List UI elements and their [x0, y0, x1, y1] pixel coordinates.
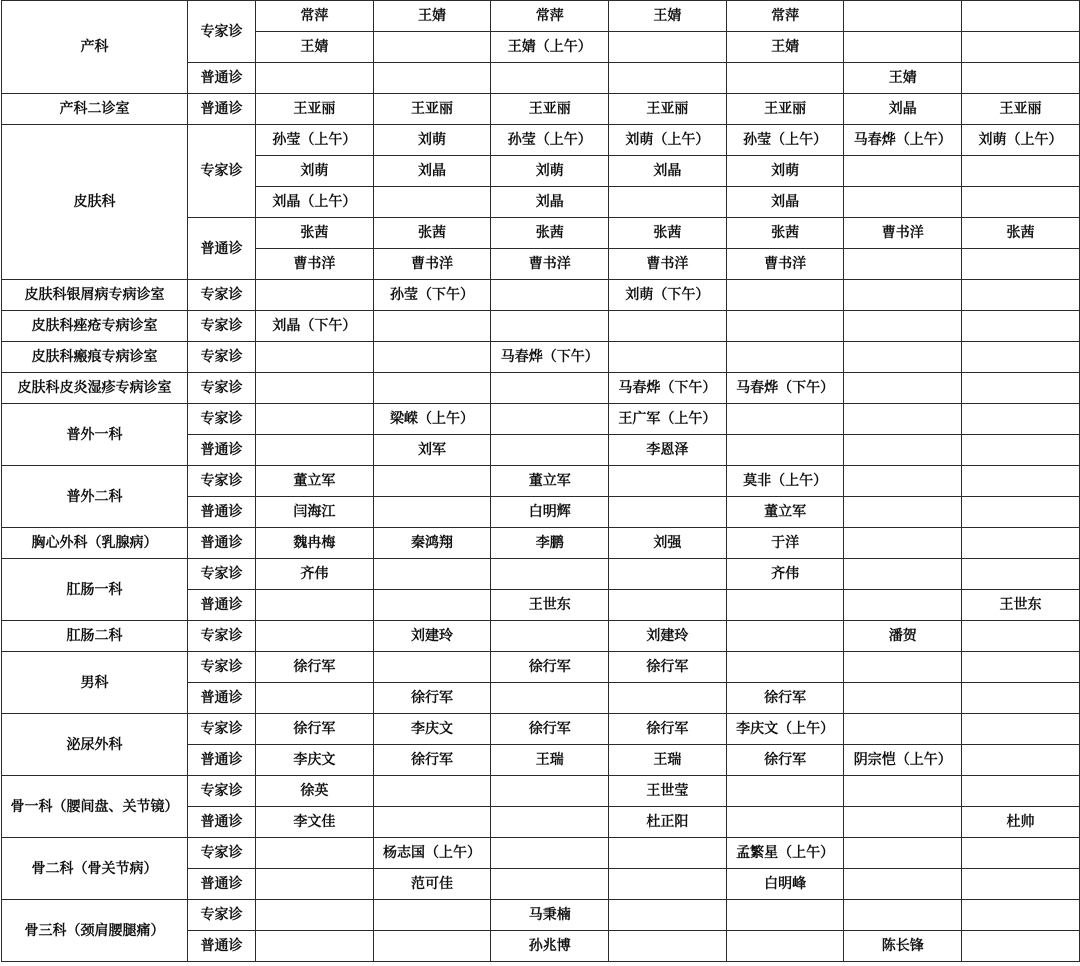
schedule-body	[2, 1, 1080, 962]
doctor-cell: 刘军	[373, 435, 491, 466]
doctor-cell: 刘萌	[726, 156, 844, 187]
doctor-cell	[844, 187, 962, 218]
doctor-cell	[373, 931, 491, 962]
doctor-cell	[373, 900, 491, 931]
doctor-cell	[256, 683, 374, 714]
clinic-type: 专家诊	[188, 280, 256, 311]
doctor-cell	[491, 373, 609, 404]
doctor-cell: 曹书洋	[844, 218, 962, 249]
doctor-cell: 李庆文	[373, 714, 491, 745]
doctor-cell: 孙莹（上午）	[726, 125, 844, 156]
doctor-cell	[373, 652, 491, 683]
doctor-cell	[256, 342, 374, 373]
doctor-cell: 王瑞	[491, 745, 609, 776]
doctor-cell	[844, 652, 962, 683]
department-name: 泌尿外科	[2, 714, 188, 776]
doctor-cell	[373, 807, 491, 838]
doctor-cell	[726, 280, 844, 311]
department-name: 普外一科	[2, 404, 188, 466]
doctor-cell	[962, 373, 1080, 404]
doctor-cell: 刘萌（上午）	[962, 125, 1080, 156]
doctor-cell: 王婧（上午）	[491, 32, 609, 63]
doctor-cell	[491, 869, 609, 900]
doctor-cell	[491, 435, 609, 466]
doctor-cell	[609, 342, 727, 373]
doctor-cell	[844, 807, 962, 838]
department-name: 男科	[2, 652, 188, 714]
doctor-cell: 徐行军	[609, 652, 727, 683]
doctor-cell: 杨志国（上午）	[373, 838, 491, 869]
doctor-cell	[962, 900, 1080, 931]
doctor-cell: 秦鸿翔	[373, 528, 491, 559]
doctor-cell	[609, 931, 727, 962]
doctor-cell: 刘晶	[844, 94, 962, 125]
doctor-cell: 徐行军	[726, 683, 844, 714]
doctor-cell	[726, 652, 844, 683]
doctor-cell	[609, 32, 727, 63]
doctor-cell: 白明峰	[726, 869, 844, 900]
doctor-cell: 张茜	[256, 218, 374, 249]
doctor-cell	[726, 807, 844, 838]
doctor-cell: 张茜	[491, 218, 609, 249]
doctor-cell	[844, 869, 962, 900]
doctor-cell: 孙兆博	[491, 931, 609, 962]
doctor-cell	[962, 714, 1080, 745]
clinic-type: 专家诊	[188, 652, 256, 683]
doctor-cell: 曹书洋	[609, 249, 727, 280]
clinic-type: 专家诊	[188, 559, 256, 590]
doctor-cell	[373, 373, 491, 404]
doctor-cell	[609, 187, 727, 218]
doctor-cell	[962, 931, 1080, 962]
doctor-cell: 马春烨（下午）	[726, 373, 844, 404]
doctor-cell	[491, 807, 609, 838]
doctor-cell: 魏冉梅	[256, 528, 374, 559]
doctor-cell: 马春烨（下午）	[609, 373, 727, 404]
doctor-cell	[373, 63, 491, 94]
doctor-cell	[726, 342, 844, 373]
doctor-cell	[962, 652, 1080, 683]
doctor-cell: 徐行军	[491, 714, 609, 745]
doctor-cell: 陈长锋	[844, 931, 962, 962]
doctor-cell: 王瑞	[609, 745, 727, 776]
doctor-cell: 张茜	[609, 218, 727, 249]
doctor-cell	[844, 404, 962, 435]
doctor-cell: 潘贺	[844, 621, 962, 652]
doctor-cell: 刘萌	[256, 156, 374, 187]
clinic-type: 专家诊	[188, 466, 256, 497]
clinic-type: 普通诊	[188, 931, 256, 962]
doctor-cell: 闫海江	[256, 497, 374, 528]
doctor-cell	[256, 590, 374, 621]
doctor-cell: 杜正阳	[609, 807, 727, 838]
doctor-cell	[726, 900, 844, 931]
doctor-cell	[962, 435, 1080, 466]
doctor-cell: 王亚丽	[609, 94, 727, 125]
department-name: 产科	[2, 1, 188, 94]
doctor-cell	[491, 311, 609, 342]
table-row	[2, 838, 1080, 869]
doctor-cell: 李恩泽	[609, 435, 727, 466]
clinic-type: 普通诊	[188, 869, 256, 900]
doctor-cell	[373, 32, 491, 63]
doctor-cell	[962, 466, 1080, 497]
doctor-cell	[962, 404, 1080, 435]
doctor-cell: 齐伟	[256, 559, 374, 590]
doctor-cell	[844, 249, 962, 280]
doctor-cell	[256, 900, 374, 931]
clinic-type: 普通诊	[188, 683, 256, 714]
clinic-type: 专家诊	[188, 621, 256, 652]
doctor-cell: 孙莹（下午）	[373, 280, 491, 311]
doctor-cell	[844, 435, 962, 466]
doctor-cell	[256, 435, 374, 466]
doctor-cell: 徐英	[256, 776, 374, 807]
doctor-cell	[373, 466, 491, 497]
doctor-cell	[726, 621, 844, 652]
doctor-cell	[844, 156, 962, 187]
doctor-cell: 刘萌（下午）	[609, 280, 727, 311]
doctor-cell: 曹书洋	[256, 249, 374, 280]
doctor-cell	[962, 311, 1080, 342]
clinic-type: 专家诊	[188, 838, 256, 869]
doctor-cell	[962, 838, 1080, 869]
clinic-type: 专家诊	[188, 125, 256, 218]
doctor-cell: 常萍	[256, 1, 374, 32]
table-row	[2, 559, 1080, 590]
doctor-cell: 王婧	[373, 1, 491, 32]
doctor-cell: 白明辉	[491, 497, 609, 528]
department-name: 皮肤科	[2, 125, 188, 280]
doctor-cell	[609, 838, 727, 869]
table-row	[2, 280, 1080, 311]
clinic-type: 普通诊	[188, 218, 256, 280]
doctor-cell: 李鹏	[491, 528, 609, 559]
doctor-cell	[256, 280, 374, 311]
doctor-cell: 莫非（上午）	[726, 466, 844, 497]
clinic-type: 普通诊	[188, 435, 256, 466]
clinic-type: 普通诊	[188, 590, 256, 621]
doctor-cell	[726, 404, 844, 435]
table-row	[2, 652, 1080, 683]
doctor-cell: 王亚丽	[491, 94, 609, 125]
department-name: 产科二诊室	[2, 94, 188, 125]
table-row	[2, 776, 1080, 807]
doctor-cell	[844, 32, 962, 63]
doctor-cell	[844, 559, 962, 590]
doctor-cell	[962, 497, 1080, 528]
doctor-cell: 王亚丽	[373, 94, 491, 125]
doctor-cell: 孙莹（上午）	[491, 125, 609, 156]
doctor-cell: 张茜	[726, 218, 844, 249]
doctor-cell	[726, 590, 844, 621]
clinic-schedule-table	[1, 0, 1080, 962]
doctor-cell	[491, 280, 609, 311]
doctor-cell	[844, 497, 962, 528]
doctor-cell	[256, 63, 374, 94]
doctor-cell: 董立军	[256, 466, 374, 497]
doctor-cell: 王婧	[726, 32, 844, 63]
doctor-cell	[844, 466, 962, 497]
clinic-type: 专家诊	[188, 1, 256, 63]
doctor-cell	[373, 497, 491, 528]
doctor-cell	[256, 621, 374, 652]
doctor-cell	[844, 1, 962, 32]
doctor-cell	[491, 776, 609, 807]
doctor-cell: 徐行军	[373, 745, 491, 776]
department-name: 肛肠二科	[2, 621, 188, 652]
doctor-cell	[373, 590, 491, 621]
department-name: 骨一科（腰间盘、关节镜）	[2, 776, 188, 838]
doctor-cell	[726, 931, 844, 962]
doctor-cell	[726, 776, 844, 807]
department-name: 皮肤科瘢痕专病诊室	[2, 342, 188, 373]
doctor-cell: 刘强	[609, 528, 727, 559]
doctor-cell: 王亚丽	[726, 94, 844, 125]
doctor-cell: 刘萌	[373, 125, 491, 156]
doctor-cell: 常萍	[491, 1, 609, 32]
doctor-cell	[491, 683, 609, 714]
doctor-cell: 李文佳	[256, 807, 374, 838]
doctor-cell	[726, 435, 844, 466]
doctor-cell: 徐行军	[609, 714, 727, 745]
doctor-cell	[844, 838, 962, 869]
doctor-cell: 刘晶	[609, 156, 727, 187]
doctor-cell	[844, 776, 962, 807]
doctor-cell: 刘晶	[726, 187, 844, 218]
doctor-cell	[491, 621, 609, 652]
doctor-cell: 曹书洋	[491, 249, 609, 280]
doctor-cell	[962, 683, 1080, 714]
doctor-cell: 刘萌	[491, 156, 609, 187]
doctor-cell	[491, 838, 609, 869]
doctor-cell: 徐行军	[373, 683, 491, 714]
doctor-cell	[962, 776, 1080, 807]
doctor-cell	[256, 404, 374, 435]
doctor-cell	[844, 528, 962, 559]
doctor-cell	[373, 342, 491, 373]
clinic-type: 普通诊	[188, 807, 256, 838]
department-name: 皮肤科痤疮专病诊室	[2, 311, 188, 342]
doctor-cell: 马春烨（下午）	[491, 342, 609, 373]
doctor-cell: 王广军（上午）	[609, 404, 727, 435]
doctor-cell	[962, 869, 1080, 900]
table-row	[2, 311, 1080, 342]
doctor-cell	[962, 342, 1080, 373]
doctor-cell: 马春烨（上午）	[844, 125, 962, 156]
department-name: 皮肤科皮炎湿疹专病诊室	[2, 373, 188, 404]
doctor-cell	[962, 559, 1080, 590]
doctor-cell	[373, 311, 491, 342]
doctor-cell	[844, 373, 962, 404]
doctor-cell	[609, 590, 727, 621]
clinic-type: 普通诊	[188, 497, 256, 528]
doctor-cell	[373, 187, 491, 218]
doctor-cell: 曹书洋	[726, 249, 844, 280]
table-row	[2, 404, 1080, 435]
table-row	[2, 342, 1080, 373]
department-name: 骨三科（颈肩腰腿痛）	[2, 900, 188, 962]
clinic-type: 专家诊	[188, 776, 256, 807]
doctor-cell: 于洋	[726, 528, 844, 559]
doctor-cell: 王世东	[491, 590, 609, 621]
clinic-type: 普通诊	[188, 528, 256, 559]
doctor-cell	[962, 280, 1080, 311]
doctor-cell: 徐行军	[726, 745, 844, 776]
table-row	[2, 373, 1080, 404]
doctor-cell	[373, 559, 491, 590]
table-row	[2, 125, 1080, 156]
table-row	[2, 94, 1080, 125]
clinic-type: 普通诊	[188, 745, 256, 776]
doctor-cell: 王婧	[844, 63, 962, 94]
doctor-cell	[256, 869, 374, 900]
table-row	[2, 714, 1080, 745]
doctor-cell	[844, 900, 962, 931]
doctor-cell: 孟繁星（上午）	[726, 838, 844, 869]
doctor-cell	[609, 311, 727, 342]
doctor-cell	[609, 466, 727, 497]
doctor-cell: 张茜	[962, 218, 1080, 249]
doctor-cell: 常萍	[726, 1, 844, 32]
doctor-cell: 李庆文	[256, 745, 374, 776]
doctor-cell: 徐行军	[256, 714, 374, 745]
clinic-type: 专家诊	[188, 342, 256, 373]
doctor-cell	[609, 559, 727, 590]
department-name: 普外二科	[2, 466, 188, 528]
clinic-type: 普通诊	[188, 63, 256, 94]
doctor-cell: 董立军	[726, 497, 844, 528]
department-name: 皮肤科银屑病专病诊室	[2, 280, 188, 311]
doctor-cell: 王世东	[962, 590, 1080, 621]
doctor-cell	[962, 528, 1080, 559]
table-row	[2, 528, 1080, 559]
doctor-cell: 王婧	[256, 32, 374, 63]
doctor-cell	[962, 156, 1080, 187]
doctor-cell	[373, 776, 491, 807]
table-row	[2, 466, 1080, 497]
doctor-cell: 董立军	[491, 466, 609, 497]
doctor-cell: 梁嵘（上午）	[373, 404, 491, 435]
doctor-cell	[491, 559, 609, 590]
table-row	[2, 1, 1080, 32]
doctor-cell	[256, 931, 374, 962]
doctor-cell: 张茜	[373, 218, 491, 249]
doctor-cell: 王亚丽	[962, 94, 1080, 125]
doctor-cell	[844, 311, 962, 342]
doctor-cell: 齐伟	[726, 559, 844, 590]
doctor-cell: 杜帅	[962, 807, 1080, 838]
doctor-cell	[844, 590, 962, 621]
doctor-cell	[962, 187, 1080, 218]
doctor-cell: 刘建玲	[373, 621, 491, 652]
doctor-cell: 阴宗恺（上午）	[844, 745, 962, 776]
table-row	[2, 900, 1080, 931]
doctor-cell: 王亚丽	[256, 94, 374, 125]
doctor-cell	[256, 373, 374, 404]
doctor-cell: 徐行军	[491, 652, 609, 683]
clinic-type: 普通诊	[188, 94, 256, 125]
doctor-cell	[609, 63, 727, 94]
doctor-cell	[726, 63, 844, 94]
doctor-cell: 刘晶	[491, 187, 609, 218]
doctor-cell	[962, 1, 1080, 32]
department-name: 骨二科（骨关节病）	[2, 838, 188, 900]
doctor-cell	[609, 497, 727, 528]
doctor-cell	[256, 838, 374, 869]
doctor-cell: 马秉楠	[491, 900, 609, 931]
doctor-cell: 王婧	[609, 1, 727, 32]
doctor-cell: 李庆文（上午）	[726, 714, 844, 745]
doctor-cell	[962, 32, 1080, 63]
doctor-cell	[844, 714, 962, 745]
doctor-cell	[844, 683, 962, 714]
doctor-cell	[491, 63, 609, 94]
doctor-cell: 刘晶（下午）	[256, 311, 374, 342]
doctor-cell: 范可佳	[373, 869, 491, 900]
doctor-cell	[962, 63, 1080, 94]
doctor-cell: 刘萌（上午）	[609, 125, 727, 156]
doctor-cell: 刘晶	[373, 156, 491, 187]
doctor-cell	[609, 900, 727, 931]
doctor-cell: 刘晶（上午）	[256, 187, 374, 218]
doctor-cell: 孙莹（上午）	[256, 125, 374, 156]
doctor-cell	[726, 311, 844, 342]
clinic-type: 专家诊	[188, 714, 256, 745]
doctor-cell: 徐行军	[256, 652, 374, 683]
department-name: 肛肠一科	[2, 559, 188, 621]
doctor-cell	[844, 280, 962, 311]
doctor-cell	[962, 249, 1080, 280]
doctor-cell	[962, 621, 1080, 652]
doctor-cell	[491, 404, 609, 435]
department-name: 胸心外科（乳腺病）	[2, 528, 188, 559]
doctor-cell: 刘建玲	[609, 621, 727, 652]
clinic-type: 专家诊	[188, 311, 256, 342]
doctor-cell: 曹书洋	[373, 249, 491, 280]
table-row	[2, 621, 1080, 652]
clinic-type: 专家诊	[188, 373, 256, 404]
doctor-cell	[609, 869, 727, 900]
doctor-cell: 王世莹	[609, 776, 727, 807]
clinic-type: 专家诊	[188, 900, 256, 931]
clinic-type: 专家诊	[188, 404, 256, 435]
doctor-cell	[962, 745, 1080, 776]
doctor-cell	[609, 683, 727, 714]
doctor-cell	[844, 342, 962, 373]
